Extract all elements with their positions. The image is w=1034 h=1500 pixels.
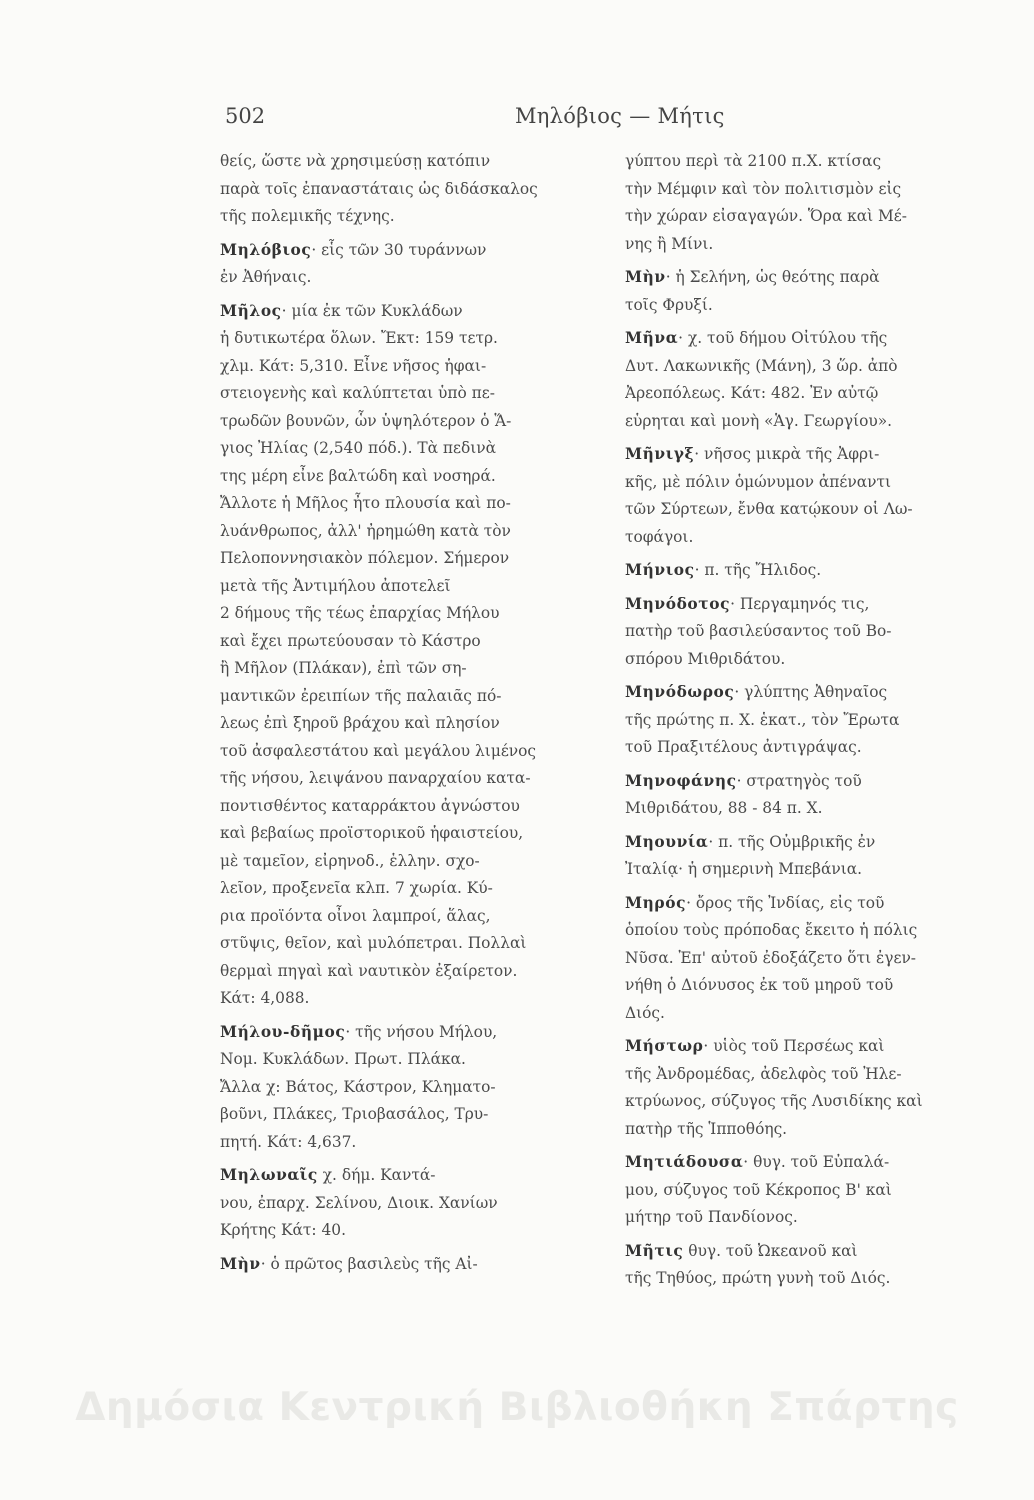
text-line <box>625 679 1020 707</box>
entry-text: λεῖον, προξενεῖα κλπ. 7 χωρία. Κύ- <box>220 879 493 897</box>
text-line <box>625 380 1020 408</box>
entry-text: τῆς Τηθύος, πρώτη γυνὴ τοῦ Διός. <box>625 1269 891 1287</box>
entry-text: Ἰταλίᾳ· ἡ σημερινὴ Μπεβάνια. <box>625 860 863 878</box>
entry-text: Πελοποννησιακὸν πόλεμον. Σήμερον <box>220 549 510 567</box>
entry-text: · εἷς τῶν 30 τυράννων <box>311 240 487 259</box>
entry-text: τρωδῶν βουνῶν, ὧν ὑψηλότερον ὁ Ἅ- <box>220 411 512 430</box>
entry-text: Ἄλλα χ: Βάτος, Κάστρον, Κληματο- <box>220 1077 496 1096</box>
entry-text: νου, ἐπαρχ. Σελίνου, Διοικ. Χανίων <box>220 1193 498 1212</box>
entry-text: Ἄλλοτε ἡ Μῆλος ἦτο πλουσία καὶ πο- <box>220 494 511 512</box>
entry-headword: Μῆνιγξ <box>625 445 695 463</box>
entry-text: · τῆς νήσου Μήλου, <box>345 1022 498 1041</box>
text-line <box>220 1101 595 1129</box>
text-line <box>220 298 595 326</box>
entry-text: θυγ. τοῦ Ὠκεανοῦ καὶ <box>683 1241 858 1260</box>
entry-text: γύπτου περὶ τὰ 2100 π.Χ. κτίσας <box>625 152 882 170</box>
text-line <box>625 734 1020 762</box>
entry-text: της μέρη εἶνε βαλτώδη καὶ νοσηρά. <box>220 466 496 485</box>
text-line <box>625 264 1020 292</box>
entry-text: · π. τῆς Οὐμβρικῆς ἐν <box>708 832 876 851</box>
text-line <box>220 875 595 903</box>
entry-text: · χ. τοῦ δήμου Οἰτύλου τῆς <box>678 329 888 347</box>
text-line <box>625 1088 1020 1116</box>
entry-text: χλμ. Κάτ: 5,310. Εἶνε νῆσος ἡφαι- <box>220 356 487 375</box>
entry-text: θείς, ὥστε νὰ χρησιμεύσῃ κατόπιν <box>220 152 491 170</box>
entry-text: τοῖς Φρυξί. <box>625 295 713 314</box>
entry-text: Νῦσα. Ἐπ' αὐτοῦ ἐδοξάζετο ὅτι ἐγεν- <box>625 948 916 967</box>
entry-text: εὑρηται καὶ μονὴ «Ἁγ. Γεωργίου». <box>625 411 893 430</box>
text-line <box>625 325 1020 353</box>
entry-text: τῶν Σύρτεων, ἔνθα κατῴκουν οἱ Λω- <box>625 500 913 518</box>
entry-text: στειογενὴς καὶ καλύπτεται ὑπὸ πε- <box>220 384 495 402</box>
text-line <box>220 408 595 436</box>
text-line <box>625 203 1020 231</box>
entry-text: τὴν χώραν εἰσαγαγών. Ὅρα καὶ Μέ- <box>625 207 907 225</box>
text-line <box>220 1129 595 1157</box>
entry-headword: Μηλόβιος <box>220 240 312 259</box>
entry-text: πατὴρ τῆς Ἱπποθόης. <box>625 1119 788 1138</box>
entry-headword: Μήστωρ <box>625 1037 704 1055</box>
text-line <box>220 1251 595 1279</box>
text-line <box>625 795 1020 823</box>
text-line <box>625 890 1020 918</box>
entry-text: μου, σύζυγος τοῦ Κέκροπος Β' καὶ <box>625 1180 892 1199</box>
entry-text: κτρύωνος, σύζυγος τῆς Λυσιδίκης καὶ <box>625 1092 923 1110</box>
entry-headword: Μὴν <box>625 268 666 286</box>
entry-text: νης ἢ Μίνι. <box>625 234 714 253</box>
text-line <box>625 972 1020 1000</box>
text-line <box>220 264 595 292</box>
entry-text: ἡ δυτικωτέρα ὅλων. Ἔκτ: 159 τετρ. <box>220 329 498 347</box>
entry-headword: Μηνόδωρος <box>625 683 735 701</box>
entry-text: λυάνθρωπος, ἀλλ' ἠρημώθη κατὰ τὸν <box>220 521 511 540</box>
text-line <box>220 463 595 491</box>
entry-text: βοῦνι, Πλάκες, Τριοβασάλος, Τρυ- <box>220 1105 489 1123</box>
text-line <box>625 231 1020 259</box>
entry-text: · υἱὸς τοῦ Περσέως καὶ <box>703 1037 885 1055</box>
entry-text: χ. δήμ. Καντά- <box>317 1166 436 1184</box>
text-line <box>625 557 1020 585</box>
entry-text: τῆς Ἀνδρομέδας, ἀδελφὸς τοῦ Ἠλε- <box>625 1064 902 1083</box>
entry-text: μαντικῶν ἐρειπίων τῆς παλαιᾶς πό- <box>220 686 502 705</box>
entry-text: ποντισθέντος καταρράκτου ἀγνώστου <box>220 796 520 815</box>
entry-text: · ὄρος τῆς Ἰνδίας, εἰς τοῦ <box>686 893 885 912</box>
text-line <box>625 1061 1020 1089</box>
right-column <box>625 148 1020 1293</box>
text-line <box>625 176 1020 204</box>
text-line <box>220 655 595 683</box>
text-line <box>220 930 595 958</box>
entry-text: ἢ Μῆλον (Πλάκαν), ἐπὶ τῶν ση- <box>220 659 467 677</box>
text-line <box>220 353 595 381</box>
entry-text: νήθη ὁ Διόνυσος ἐκ τοῦ μηροῦ τοῦ <box>625 976 894 994</box>
text-line <box>220 820 595 848</box>
text-line <box>220 1162 595 1190</box>
entry-text: τοφάγοι. <box>625 527 694 546</box>
entry-text: Ἀρεοπόλεως. Κάτ: 482. Ἐν αὐτῷ <box>625 384 879 402</box>
text-line <box>625 856 1020 884</box>
text-line <box>625 768 1020 796</box>
entry-text: καὶ ἔχει πρωτεύουσαν τὸ Κάστρο <box>220 631 481 650</box>
text-line <box>220 793 595 821</box>
text-line <box>220 1019 595 1047</box>
entry-text: θερμαὶ πηγαὶ καὶ ναυτικὸν ἐξαίρετον. <box>220 961 518 980</box>
text-line <box>220 683 595 711</box>
text-line <box>220 1190 595 1218</box>
entry-text: Νομ. Κυκλάδων. Πρωτ. Πλάκα. <box>220 1050 466 1068</box>
text-line <box>220 958 595 986</box>
text-line <box>220 1217 595 1245</box>
entry-text: μετὰ τῆς Ἀντιμήλου ἀποτελεῖ <box>220 576 451 595</box>
running-title: Μηλόβιος — Μήτις <box>515 104 725 128</box>
text-line <box>625 591 1020 619</box>
entry-text: τῆς νήσου, λειψάνου παναρχαίου κατα- <box>220 769 531 787</box>
entry-text: λεως ἐπὶ ξηροῦ βράχου καὶ πλησίον <box>220 714 500 732</box>
text-line <box>220 1074 595 1102</box>
entry-text: · Περγαμηνός τις, <box>730 594 870 613</box>
text-line <box>625 524 1020 552</box>
text-line <box>625 646 1020 674</box>
entry-text: Δυτ. Λακωνικῆς (Μάνη), 3 ὥρ. ἀπὸ <box>625 356 898 375</box>
entry-text: παρὰ τοῖς ἐπαναστάταις ὡς διδάσκαλος <box>220 179 538 198</box>
entry-text: · θυγ. τοῦ Εὐπαλά- <box>743 1153 890 1171</box>
text-line <box>625 1116 1020 1144</box>
entry-text: Μιθριδάτου, 88 - 84 π. Χ. <box>625 799 823 817</box>
text-line <box>625 1265 1020 1293</box>
text-line <box>220 903 595 931</box>
entry-text: · π. τῆς Ἤλιδος. <box>694 561 822 579</box>
entry-headword: Μηλωναῖς <box>220 1166 318 1184</box>
entry-headword: Μήνιος <box>625 561 695 579</box>
entry-text: Κάτ: 4,088. <box>220 989 310 1007</box>
entry-text: ρια προϊόντα οἶνοι λαμπροί, ἅλας, <box>220 906 491 925</box>
library-watermark: Δημόσια Κεντρική Βιβλιοθήκη Σπάρτης <box>75 1385 959 1430</box>
page-number: 502 <box>225 104 266 128</box>
left-column <box>220 148 595 1278</box>
text-line <box>220 380 595 408</box>
entry-headword: Μηρός <box>625 893 687 912</box>
entry-text: πατὴρ τοῦ βασιλεύσαντος τοῦ Βο- <box>625 622 892 640</box>
entry-text: · στρατηγὸς τοῦ <box>736 771 862 790</box>
text-line <box>220 848 595 876</box>
entry-text: τῆς πολεμικῆς τέχνης. <box>220 207 395 225</box>
text-line <box>625 469 1020 497</box>
text-line <box>220 435 595 463</box>
page-header <box>225 96 790 136</box>
text-line <box>625 1238 1020 1266</box>
text-line <box>220 518 595 546</box>
text-line <box>220 765 595 793</box>
text-line <box>625 292 1020 320</box>
entry-text: ἐν Ἀθήναις. <box>220 268 312 286</box>
entry-text: κῆς, μὲ πόλιν ὁμώνυμον ἀπέναντι <box>625 472 891 491</box>
text-line <box>625 496 1020 524</box>
entry-text: Διός. <box>625 1003 665 1022</box>
entry-text: γιος Ἠλίας (2,540 πόδ.). Τὰ πεδινὰ <box>220 439 497 457</box>
entry-text: τὴν Μέμφιν καὶ τὸν πολιτισμὸν εἰς <box>625 179 902 198</box>
entry-text: Κρήτης Κάτ: 40. <box>220 1221 346 1239</box>
text-line <box>625 408 1020 436</box>
entry-text: 2 δήμους τῆς τέως ἐπαρχίας Μήλου <box>220 604 500 622</box>
entry-text: τοῦ Πραξιτέλους ἀντιγράψας. <box>625 738 862 756</box>
text-line <box>625 1177 1020 1205</box>
text-line <box>625 1149 1020 1177</box>
text-line <box>625 917 1020 945</box>
entry-text: ὁποίου τοὺς πρόποδας ἔκειτο ἡ πόλις <box>625 921 918 939</box>
text-line <box>625 1033 1020 1061</box>
entry-headword: Μηνοφάνης <box>625 771 737 790</box>
text-line <box>625 441 1020 469</box>
entry-text: μήτηρ τοῦ Πανδίονος. <box>625 1208 798 1226</box>
text-line <box>625 1204 1020 1232</box>
text-line <box>220 148 595 176</box>
text-line <box>625 1000 1020 1028</box>
entry-text: καὶ βεβαίως προϊστορικοῦ ἡφαιστείου, <box>220 824 524 842</box>
text-line <box>625 829 1020 857</box>
text-line <box>220 203 595 231</box>
text-line <box>220 545 595 573</box>
text-line <box>625 945 1020 973</box>
entry-text: μὲ ταμεῖον, εἰρηνοδ., ἑλλην. σχο- <box>220 851 480 870</box>
text-line <box>220 325 595 353</box>
entry-text: · ὁ πρῶτος βασιλεὺς τῆς Αἰ- <box>260 1254 478 1273</box>
text-line <box>220 985 595 1013</box>
entry-headword: Μῆνα <box>625 329 679 347</box>
text-line <box>625 618 1020 646</box>
text-line <box>220 176 595 204</box>
text-line <box>625 148 1020 176</box>
text-line <box>220 237 595 265</box>
entry-text: · ἡ Σελήνη, ὡς θεότης παρὰ <box>665 268 880 286</box>
entry-headword: Μῆτις <box>625 1241 684 1260</box>
entry-text: · μία ἐκ τῶν Κυκλάδων <box>281 301 463 320</box>
text-line <box>220 1046 595 1074</box>
text-line <box>220 710 595 738</box>
entry-text: στῦψις, θεῖον, καὶ μυλόπετραι. Πολλαὶ <box>220 934 527 952</box>
text-line <box>220 600 595 628</box>
text-line <box>220 628 595 656</box>
entry-text: τοῦ ἀσφαλεστάτου καὶ μεγάλου λιμένος <box>220 741 537 760</box>
entry-text: · γλύπτης Ἀθηναῖος <box>734 683 888 701</box>
entry-headword: Μὴν <box>220 1254 261 1273</box>
entry-headword: Μήλου-δῆμος <box>220 1022 346 1041</box>
text-line <box>220 490 595 518</box>
text-line <box>625 353 1020 381</box>
entry-text: τῆς πρώτης π. Χ. ἑκατ., τὸν Ἔρωτα <box>625 710 900 729</box>
entry-text: · νῆσος μικρὰ τῆς Ἀφρι- <box>694 445 880 463</box>
entry-headword: Μηουνία <box>625 832 709 851</box>
entry-text: πητή. Κάτ: 4,637. <box>220 1132 357 1151</box>
entry-text: σπόρου Μιθριδάτου. <box>625 649 786 668</box>
text-line <box>220 738 595 766</box>
entry-headword: Μηνόδοτος <box>625 594 731 613</box>
entry-headword: Μητιάδουσα <box>625 1153 744 1171</box>
text-line <box>220 573 595 601</box>
entry-headword: Μῆλος <box>220 301 282 320</box>
text-line <box>625 707 1020 735</box>
